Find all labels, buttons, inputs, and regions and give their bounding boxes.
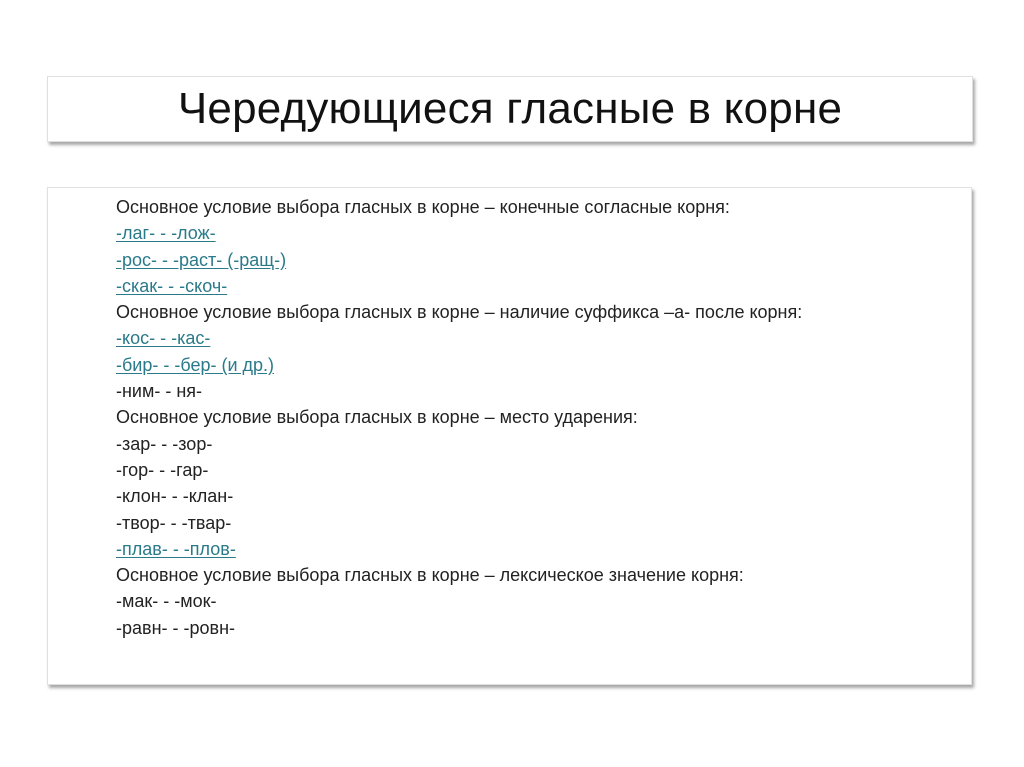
example-klon-klan: -клон- - -клан- xyxy=(116,486,234,507)
link-ros-rast[interactable]: -рос- - -раст- (-ращ-) xyxy=(116,249,287,270)
example-gor-gar: -гор- - -гар- xyxy=(116,459,209,480)
title-box xyxy=(47,76,973,142)
slide-title: Чередующиеся гласные в корне xyxy=(177,84,843,133)
example-nim-nya: -ним- - ня- xyxy=(116,381,203,402)
example-tvor-tvar: -твор- - -твар- xyxy=(116,512,232,533)
link-lag-lozh[interactable]: -лаг- - -лож- xyxy=(116,223,216,244)
content-lines xyxy=(116,194,916,641)
rule-line-2: Основное условие выбора гласных в корне – наличие суффикса –а- после корня: xyxy=(116,302,803,323)
rule-line-1: Основное условие выбора гласных в корне – конечные согласные корня: xyxy=(116,197,730,217)
rule-line-4: Основное условие выбора гласных в корне – лексическое значение корня: xyxy=(116,565,744,586)
link-plav-plov[interactable]: -плав- - -плов- xyxy=(116,538,236,559)
link-kos-kas[interactable]: -кос- - -кас- xyxy=(116,328,211,349)
example-ravn-rovn: -равн- - -ровн- xyxy=(116,617,236,638)
example-mak-mok: -мак- - -мок- xyxy=(116,591,217,612)
link-skak-skoch[interactable]: -скак- - -скоч- xyxy=(116,275,228,296)
rule-line-3: Основное условие выбора гласных в корне – место ударения: xyxy=(116,407,638,428)
example-zar-zor: -зар- - -зор- xyxy=(116,433,213,454)
content-box xyxy=(47,187,972,685)
link-bir-ber[interactable]: -бир- - -бер- (и др.) xyxy=(116,354,275,375)
